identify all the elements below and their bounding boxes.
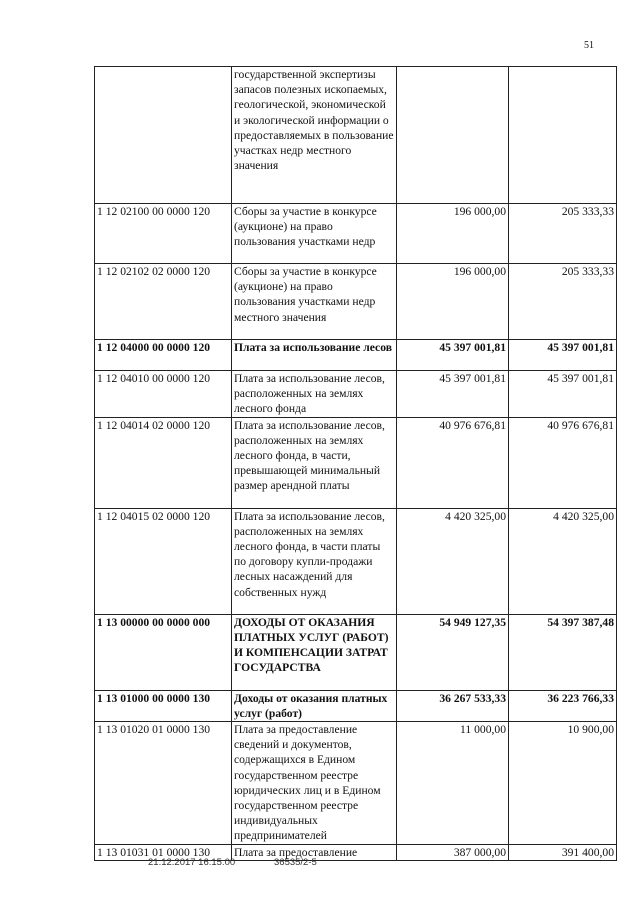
amount-col1: 387 000,00 <box>397 844 509 860</box>
budget-code: 1 12 04014 02 0000 120 <box>95 417 232 508</box>
table-row <box>95 722 617 845</box>
amount-col2 <box>509 67 617 204</box>
revenue-name: Сборы за участие в конкурсе (аукционе) на право пользования участками недр <box>232 204 397 264</box>
document-id: 36535/2-5 <box>274 857 317 868</box>
amount-col1: 40 976 676,81 <box>397 417 509 508</box>
budget-code: 1 13 01000 00 0000 130 <box>95 690 232 721</box>
amount-col2: 10 900,00 <box>509 722 617 845</box>
budget-code: 1 13 01020 01 0000 130 <box>95 722 232 845</box>
table-row <box>95 371 617 418</box>
table-row <box>95 690 617 721</box>
amount-col1: 11 000,00 <box>397 722 509 845</box>
amount-col2: 36 223 766,33 <box>509 690 617 721</box>
revenue-name: Сборы за участие в конкурсе (аукционе) на право пользования участками недр местного значения <box>232 264 397 340</box>
budget-code: 1 12 04000 00 0000 120 <box>95 340 232 371</box>
revenue-name: государственной экспертизы запасов полезных ископаемых, геологической, экономической и экологической информации о предоставляемых в пользование участках недр местного значения <box>232 67 397 204</box>
amount-col1: 54 949 127,35 <box>397 614 509 690</box>
table-row <box>95 508 617 614</box>
budget-code: 1 13 01031 01 0000 130 <box>95 844 232 860</box>
amount-col2: 40 976 676,81 <box>509 417 617 508</box>
budget-code: 1 12 02100 00 0000 120 <box>95 204 232 264</box>
amount-col1: 196 000,00 <box>397 204 509 264</box>
amount-col1 <box>397 67 509 204</box>
revenue-name: ДОХОДЫ ОТ ОКАЗАНИЯ ПЛАТНЫХ УСЛУГ (РАБОТ) И КОМПЕНСАЦИИ ЗАТРАТ ГОСУДАРСТВА <box>232 614 397 690</box>
amount-col2: 391 400,00 <box>509 844 617 860</box>
amount-col1: 196 000,00 <box>397 264 509 340</box>
page-number: 51 <box>584 40 594 51</box>
revenue-name: Плата за предоставление <box>232 844 397 860</box>
table-row <box>95 614 617 690</box>
amount-col2: 4 420 325,00 <box>509 508 617 614</box>
revenue-name: Плата за использование лесов <box>232 340 397 371</box>
budget-code: 1 13 00000 00 0000 000 <box>95 614 232 690</box>
table-row <box>95 340 617 371</box>
amount-col1: 4 420 325,00 <box>397 508 509 614</box>
revenue-name: Плата за использование лесов, расположенных на землях лесного фонда, в части платы по договору купли-продажи лесных насаждений для собственных нужд <box>232 508 397 614</box>
revenue-name: Плата за предоставление сведений и документов, содержащихся в Едином государственном реестре юридических лиц и в Едином государственном реестре индивидуальных предпринимателей <box>232 722 397 845</box>
budget-code: 1 12 02102 02 0000 120 <box>95 264 232 340</box>
print-timestamp: 21.12.2017 16:15:00 <box>148 857 236 868</box>
amount-col1: 45 397 001,81 <box>397 340 509 371</box>
table-row <box>95 67 617 204</box>
table-row <box>95 417 617 508</box>
amount-col2: 54 397 387,48 <box>509 614 617 690</box>
budget-code: 1 12 04015 02 0000 120 <box>95 508 232 614</box>
revenue-name: Плата за использование лесов, расположенных на землях лесного фонда, в части, превышающей минимальный размер арендной платы <box>232 417 397 508</box>
amount-col2: 45 397 001,81 <box>509 371 617 418</box>
revenue-name: Плата за использование лесов, расположенных на землях лесного фонда <box>232 371 397 418</box>
budget-revenue-table <box>94 66 617 861</box>
table-row <box>95 264 617 340</box>
budget-code: 1 12 04010 00 0000 120 <box>95 371 232 418</box>
amount-col1: 45 397 001,81 <box>397 371 509 418</box>
revenue-name: Доходы от оказания платных услуг (работ) <box>232 690 397 721</box>
table-row <box>95 204 617 264</box>
amount-col2: 205 333,33 <box>509 204 617 264</box>
budget-code <box>95 67 232 204</box>
amount-col1: 36 267 533,33 <box>397 690 509 721</box>
amount-col2: 45 397 001,81 <box>509 340 617 371</box>
amount-col2: 205 333,33 <box>509 264 617 340</box>
